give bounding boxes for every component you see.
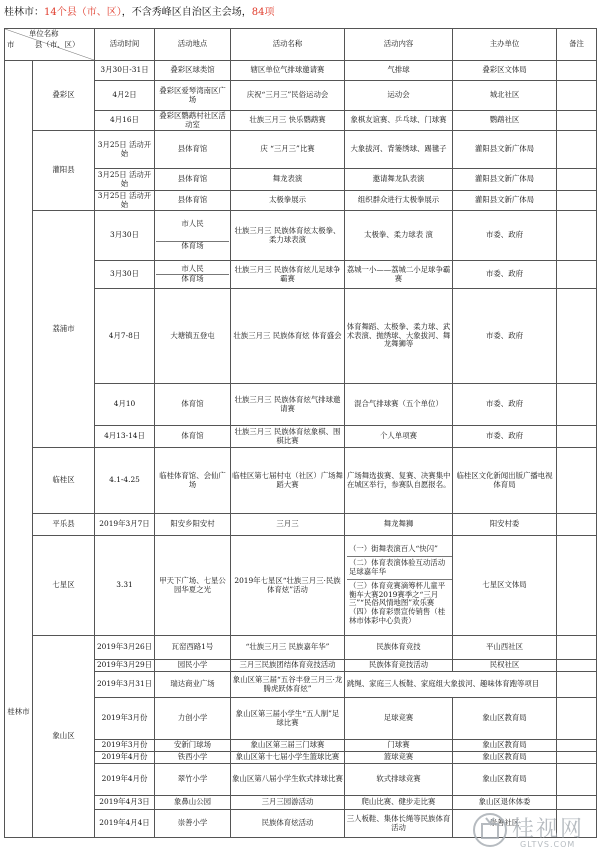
content-cell: 篮球竞赛 (345, 752, 453, 764)
time-cell: 2019年3月份 (95, 740, 155, 752)
time-cell: 2019年4月3日 (95, 796, 155, 810)
content-cell: 荔城一小——荔城二小足球争霸赛 (345, 261, 453, 289)
remark-cell (557, 752, 597, 764)
table-header-row (5, 29, 597, 61)
org-cell: 阳安村委 (453, 514, 557, 536)
content-cell: 软式排球竞赛 (345, 764, 453, 796)
table-row (5, 448, 597, 514)
table-row (5, 636, 597, 660)
org-cell: 市委、政府 (453, 289, 557, 384)
place-line: 体育场 (156, 241, 229, 251)
remark-header: 备注 (557, 29, 597, 61)
content-cell: 跳绳、家庭三人板鞋、家庭组大象拔河、趣味体育跑等项目 (345, 672, 557, 698)
remark-cell (557, 111, 597, 131)
time-cell: 2019年4月份 (95, 764, 155, 796)
place-cell: 临桂体育馆、会仙广场 (155, 448, 231, 514)
content-cell: 气排球 (345, 61, 453, 81)
district-diecai: 叠彩区 (33, 61, 95, 131)
remark-cell (557, 261, 597, 289)
place-cell: 叠彩区爱琴湾南区广场 (155, 81, 231, 111)
name-cell: 壮族三月三 民族体育炫 体育盛会 (231, 289, 345, 384)
org-cell: 象山区教育局 (453, 764, 557, 796)
table-row (5, 131, 597, 169)
name-cell: 三月三 (231, 514, 345, 536)
time-cell: 2019年4月4日 (95, 810, 155, 838)
name-cell: 庆祝“三月三”民俗运动会 (231, 81, 345, 111)
place-cell: 体育馆 (155, 384, 231, 426)
remark-cell (557, 536, 597, 636)
org-cell: 临桂区文化新闻出版广播电视体育局 (453, 448, 557, 514)
place-cell (155, 261, 231, 289)
org-cell: 象山区退休体委 (453, 796, 557, 810)
name-cell: 壮族三月三 快乐鹦鹉赛 (231, 111, 345, 131)
content-cell: 个人单项赛 (345, 426, 453, 448)
place-cell: 力创小学 (155, 698, 231, 740)
name-cell: 象山区第三届三门球赛 (231, 740, 345, 752)
district-lipu: 荔浦市 (33, 211, 95, 448)
org-cell: 叠彩区文体局 (453, 61, 557, 81)
time-cell: 3月30日-31日 (95, 61, 155, 81)
place-line: 体育场 (156, 274, 229, 284)
time-header: 活动时间 (95, 29, 155, 61)
unit-county-label: 县（市、区） (35, 40, 80, 49)
content-cell: 舞龙舞狮 (345, 514, 453, 536)
place-cell: 象鼻山公园 (155, 796, 231, 810)
name-cell: 壮族三月三 民族体育炫象棋、围棋比赛 (231, 426, 345, 448)
time-cell: 3.31 (95, 536, 155, 636)
place-cell: 县体育馆 (155, 131, 231, 169)
place-cell: 瓦窑西路1号 (155, 636, 231, 660)
place-cell: 大塘镇五登屯 (155, 289, 231, 384)
name-header: 活动名称 (231, 29, 345, 61)
tv-logo-icon (470, 808, 510, 852)
org-cell: 象山区教育局 (453, 698, 557, 740)
time-cell: 2019年3月26日 (95, 636, 155, 660)
place-cell: 县体育馆 (155, 169, 231, 191)
org-cell: 平山西社区 (453, 636, 557, 660)
content-cell: 运动会 (345, 81, 453, 111)
remark-cell (557, 61, 597, 81)
remark-cell (557, 426, 597, 448)
table-row (5, 536, 597, 636)
name-cell: 壮族三月三 民族体育炫太极拳、柔力球表演 (231, 211, 345, 261)
district-xiangshan: 象山区 (33, 636, 95, 838)
content-cell: 三人板鞋、集体长绳等民族体育活动 (345, 810, 453, 838)
header-prefix: 桂林市： (4, 7, 44, 18)
name-cell: 壮族三月三 民族体育炫气排球邀请赛 (231, 384, 345, 426)
remark-cell (557, 384, 597, 426)
place-cell: 叠彩区鹦鹉村社区活动室 (155, 111, 231, 131)
name-cell: 太极拳展示 (231, 191, 345, 211)
org-cell: 象山区教育局 (453, 740, 557, 752)
organizer-header: 主办单位 (453, 29, 557, 61)
time-cell: 4月7-8日 (95, 289, 155, 384)
place-cell: 园民小学 (155, 660, 231, 672)
time-cell: 4月2日 (95, 81, 155, 111)
time-cell: 2019年3月29日 (95, 660, 155, 672)
place-cell: 体育馆 (155, 426, 231, 448)
name-cell: 象山区第三届小学生“五人制”足球比赛 (231, 698, 345, 740)
content-cell: 混合气排球赛（五个单位） (345, 384, 453, 426)
content-cell: 民族体育竞技 (345, 636, 453, 660)
content-line: （三）体育竞赛滴筹杯儿童平衡车大赛2019赛季之“三月三”“民俗风情地图”欢乐赛（四）体育彩票宣传销售（桂林市体彩中心负责） (349, 580, 446, 626)
time-cell: 2019年3月31日 (95, 672, 155, 698)
remark-cell (557, 211, 597, 261)
city-label: 桂林市 (7, 707, 30, 717)
header-total: 84项 (251, 7, 275, 18)
district-lingui: 临桂区 (33, 448, 95, 514)
table-row (5, 514, 597, 536)
time-cell: 2019年4月份 (95, 752, 155, 764)
org-cell: 市委、政府 (453, 211, 557, 261)
place-cell: 瑞达商业广场 (155, 672, 231, 698)
content-header: 活动内容 (345, 29, 453, 61)
name-cell: 庆 “三月三”比赛 (231, 131, 345, 169)
name-cell: 民族体育炫活动 (231, 810, 345, 838)
remark-cell (557, 289, 597, 384)
place-cell: 翠竹小学 (155, 764, 231, 796)
org-cell: 象山区教育局 (453, 752, 557, 764)
content-cell (345, 536, 453, 636)
place-cell: 安新门球场 (155, 740, 231, 752)
place-cell: 阳安乡阳安村 (155, 514, 231, 536)
org-cell: 七星区文体局 (453, 536, 557, 636)
remark-cell (557, 698, 597, 740)
table-row (5, 61, 597, 81)
remark-cell (557, 169, 597, 191)
watermark-sub: GLTVS.COM (520, 840, 576, 849)
place-line: 市人民 (181, 264, 204, 274)
district-guanyang: 灌阳县 (33, 131, 95, 211)
time-cell: 2019年3月7日 (95, 514, 155, 536)
remark-cell (557, 81, 597, 111)
header-middle: ，不含秀峰区自治区主会场， (121, 7, 252, 18)
org-cell: 民权社区 (453, 660, 557, 672)
place-cell: 崇善小学 (155, 810, 231, 838)
time-cell: 4月10 (95, 384, 155, 426)
org-cell: 市委、政府 (453, 384, 557, 426)
district-pingle: 平乐县 (33, 514, 95, 536)
watermark-text: 桂视网 (512, 817, 585, 842)
org-cell: 市委、政府 (453, 426, 557, 448)
content-cell: 体育舞蹈、太极拳、柔力球、武术表演、抛绣球、大象拔河、舞龙舞狮等 (345, 289, 453, 384)
header-count: 14个县（市、区） (44, 7, 122, 18)
org-cell: 灌阳县文新广体局 (453, 169, 557, 191)
name-cell: 三月三园游活动 (231, 796, 345, 810)
org-cell: 鹦鹉社区 (453, 111, 557, 131)
page-header (4, 4, 596, 22)
content-cell: 象棋友谊赛、乒乓球、门球赛 (345, 111, 453, 131)
org-cell: 城北社区 (453, 81, 557, 111)
remark-cell (557, 514, 597, 536)
time-cell: 3月25日 活动开始 (95, 191, 155, 211)
name-cell: 2019年七星区“壮族三月三·民族体育炫”活动 (231, 536, 345, 636)
time-cell: 4.1-4.25 (95, 448, 155, 514)
activity-table (4, 28, 597, 838)
content-cell: 足球竞赛 (345, 698, 453, 740)
name-cell: 舞龙表演 (231, 169, 345, 191)
time-cell: 2019年3月份 (95, 698, 155, 740)
time-cell: 3月25日 活动开始 (95, 131, 155, 169)
content-cell: 民族体育竞技活动 (345, 660, 453, 672)
content-cell: 组织群众进行太极拳展示 (345, 191, 453, 211)
content-cell: 太极拳、柔力球表 演 (345, 211, 453, 261)
name-cell: 象山区第八届小学生软式排球比赛 (231, 764, 345, 796)
content-cell: 门球赛 (345, 740, 453, 752)
remark-cell (557, 636, 597, 660)
content-line: （二）体育表演体验互动活动足球嘉年华 (347, 557, 452, 580)
content-cell: 广场舞选拔赛、复赛、决赛集中在城区举行，参赛队自愿报名。 (345, 448, 453, 514)
name-cell: 临桂区第七届村屯（社区）广场舞蹈大赛 (231, 448, 345, 514)
time-cell: 3月25日 活动开始 (95, 169, 155, 191)
remark-cell (557, 672, 597, 698)
table-row (5, 211, 597, 261)
content-line: （一）街舞表演百人“快闪” (347, 543, 452, 557)
place-cell: 叠彩区球类馆 (155, 61, 231, 81)
place-cell (155, 211, 231, 261)
name-cell: 象山区第十七届小学生篮球比赛 (231, 752, 345, 764)
org-cell: 崇善社区 (453, 810, 557, 838)
time-cell: 3月30日 (95, 261, 155, 289)
name-cell: 壮族三月三 民族体育炫儿足球争霸赛 (231, 261, 345, 289)
city-cell (5, 61, 33, 838)
remark-cell (557, 448, 597, 514)
place-header: 活动地点 (155, 29, 231, 61)
content-cell: 邀请舞龙队表演 (345, 169, 453, 191)
place-cell: 铁西小学 (155, 752, 231, 764)
remark-cell (557, 131, 597, 169)
name-cell: 辖区单位气排球邀请赛 (231, 61, 345, 81)
org-cell: 灌阳县文新广体局 (453, 131, 557, 169)
time-cell: 3月30日 (95, 211, 155, 261)
place-cell: 甲天下广场、七星公园华夏之光 (155, 536, 231, 636)
name-cell: “壮族三月三 民族嘉年华” (231, 636, 345, 660)
place-line: 市人民 (181, 219, 204, 229)
name-cell: 象山区第三届“五谷丰登三月三·龙腾虎跃体育炫” (231, 672, 345, 698)
org-cell: 灌阳县文新广体局 (453, 191, 557, 211)
remark-cell (557, 764, 597, 796)
remark-cell (557, 191, 597, 211)
district-qixing: 七星区 (33, 536, 95, 636)
time-cell: 4月13-14日 (95, 426, 155, 448)
name-cell: 三月三民族团结体育竞技活动 (231, 660, 345, 672)
unit-name-header (5, 29, 95, 61)
watermark-logo (468, 806, 596, 856)
remark-cell (557, 740, 597, 752)
org-cell: 市委、政府 (453, 261, 557, 289)
time-cell: 4月16日 (95, 111, 155, 131)
unit-city-label: 市 (7, 40, 15, 49)
place-cell: 县体育馆 (155, 191, 231, 211)
content-cell: 爬山比赛、健步走比赛 (345, 796, 453, 810)
content-cell: 大象拔河、背篓绣球、踢毽子 (345, 131, 453, 169)
remark-cell (557, 660, 597, 672)
unit-top-label: 单位名称 (29, 29, 59, 38)
